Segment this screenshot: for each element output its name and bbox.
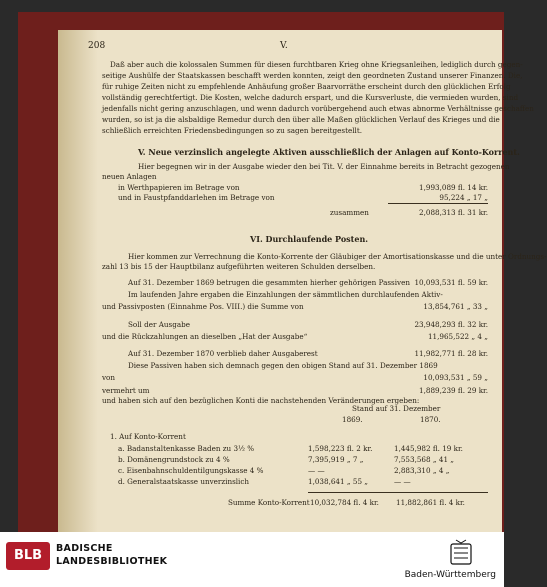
v-row-amount: 1,993,089 fl. 14 kr. <box>419 183 488 192</box>
table-group-header: Stand auf 31. Dezember <box>352 404 441 413</box>
section-vi-text: Hier kommen zur Verrechnung die Konto-Korrente der Gläubiger der Amortisationskasse und die unter Ordnungs- <box>128 252 547 261</box>
table-col2-header: 1870. <box>420 415 441 424</box>
intro-line: schließlich erreichten Friedensbedingungen so zu sagen bereitgestellt. <box>102 126 363 135</box>
vi-row-amount: 13,854,761 „ 33 „ <box>423 302 488 311</box>
coat-of-arms-icon <box>448 538 474 566</box>
vi-row-amount: 23,948,293 fl. 32 kr. <box>414 320 488 329</box>
book-binding <box>18 12 547 532</box>
footer-bar <box>0 532 504 587</box>
table-row-col2: 1,445,982 fl. 19 kr. <box>394 444 463 453</box>
vi-row-label: und Passivposten (Einnahme Pos. VIII.) die Summe von <box>102 302 304 311</box>
vi-row-label: vermehrt um <box>102 386 150 395</box>
book-page <box>58 30 547 540</box>
table-row-col1: 1,598,223 fl. 2 kr. <box>308 444 373 453</box>
table-sum-rule <box>308 492 488 493</box>
vi-row-label: und haben sich auf den bezüglichen Konti die nachstehenden Veränderungen ergeben: <box>102 396 420 405</box>
v-total-amount: 2,088,313 fl. 31 kr. <box>419 208 488 217</box>
section-vi-text-2: zahl 13 bis 15 der Hauptbilanz aufgeführten weiteren Schulden derselben. <box>102 262 376 271</box>
intro-line: jedenfalls nicht gering anzuschlagen, und wenn dadurch vorübergehend auch etwas abnorme Verhältnisse geschaffen <box>102 104 534 113</box>
vi-row-amount: 10,093,531 „ 59 „ <box>423 373 488 382</box>
table-row-label: c. Eisenbahnschuldentilgungskasse 4 % <box>118 466 264 475</box>
page-number: 208 <box>88 41 106 51</box>
vi-row-label: Soll der Ausgabe <box>128 320 190 329</box>
section-vi-heading: VI. Durchlaufende Posten. <box>250 234 369 244</box>
sum-rule <box>388 203 488 204</box>
region-label: Baden-Württemberg <box>404 570 496 580</box>
vi-row-amount: 1,889,239 fl. 29 kr. <box>419 386 488 395</box>
section-v-text: Hier begegnen wir in der Ausgabe wieder den bei Tit. V. der Einnahme bereits in Betracht gezogenen <box>138 162 510 171</box>
table-row-label: d. Generalstaatskasse unverzinslich <box>118 477 250 486</box>
vi-row-amount: 10,093,531 fl. 59 kr. <box>414 278 488 287</box>
section-numeral: V. <box>280 41 288 51</box>
table-row-col1: 7,395,919 „ 7 „ <box>308 455 364 464</box>
library-name-line2: LANDESBIBLIOTHEK <box>56 556 168 567</box>
vi-row-label: und die Rückzahlungen an dieselben „Hat der Ausgabe“ <box>102 332 308 341</box>
section-v-text-2: neuen Anlagen <box>102 172 157 181</box>
v-total-label: zusammen <box>330 208 369 217</box>
table-col1-header: 1869. <box>342 415 363 424</box>
intro-line: vollständig gerechtfertigt. Die Kosten, welche dadurch erspart, und die Kursverluste, die vermieden wurden, sind <box>102 93 519 102</box>
table-row-label: a. Badanstaltenkasse Baden zu 3½ % <box>118 444 255 453</box>
vi-row-amount: 11,982,771 fl. 28 kr. <box>414 349 488 358</box>
v-row-label: und in Faustpfanddarlehen im Betrage von <box>118 193 275 202</box>
v-row-amount: 95,224 „ 17 „ <box>439 193 488 202</box>
vi-row-amount: 11,965,522 „ 4 „ <box>427 332 488 341</box>
intro-line: Daß aber auch die kolossalen Summen für diesen furchtbaren Krieg ohne Kriegsanleihen, lediglich durch gegen- <box>110 60 523 69</box>
intro-line: wurden, so ist ja die alsbaldige Remedur durch den über alle Maßen glücklichen Verlauf des Krieges und die <box>102 115 500 124</box>
table-title: 1. Auf Konto-Korrent <box>110 432 186 441</box>
table-row-col1: — — <box>308 466 325 475</box>
library-name-line1: BADISCHE <box>56 543 113 554</box>
vi-row-label: Auf 31. Dezember 1870 verblieb daher Ausgaberest <box>128 349 318 358</box>
table-sum-label: Summe Konto-Korrent <box>228 498 310 507</box>
table-row-col1: 1,038,641 „ 55 „ <box>308 477 369 486</box>
blb-logo[interactable]: BLB <box>6 542 50 570</box>
table-sum-col1: 10,032,784 fl. 4 kr. <box>310 498 379 507</box>
v-row-label: in Werthpapieren im Betrage von <box>118 183 240 192</box>
intro-line: seitige Aushülfe der Staatskassen beschafft werden konnten, zeigt den geordneten Zustand unserer Finanzen. Die, <box>102 71 523 80</box>
vi-row-label: Im laufenden Jahre ergaben die Einzahlungen der sämmtlichen durchlaufenden Aktiv- <box>128 290 443 299</box>
vi-row-label: von <box>102 373 116 382</box>
table-row-col2: 7,553,568 „ 41 „ <box>394 455 455 464</box>
section-v-heading: V. Neue verzinslich angelegte Aktiven ausschließlich der Anlagen auf Konto-Korrent. <box>138 147 520 157</box>
page-gutter <box>58 30 98 540</box>
vi-row-label: Auf 31. Dezember 1869 betrugen die gesammten hierher gehörigen Passiven <box>128 278 410 287</box>
table-row-col2: — — <box>394 477 411 486</box>
intro-line: für ruhige Zeiten nicht zu empfehlende Anhäufung großer Baarvorräthe erscheint durch den glücklichen Erfolg <box>102 82 511 91</box>
vi-row-label: Diese Passiven haben sich demnach gegen den obigen Stand auf 31. Dezember 1869 <box>128 361 438 370</box>
table-row-col2: 2,883,310 „ 4 „ <box>394 466 450 475</box>
table-row-label: b. Domänengrundstock zu 4 % <box>118 455 230 464</box>
table-sum-col2: 11,882,861 fl. 4 kr. <box>396 498 465 507</box>
